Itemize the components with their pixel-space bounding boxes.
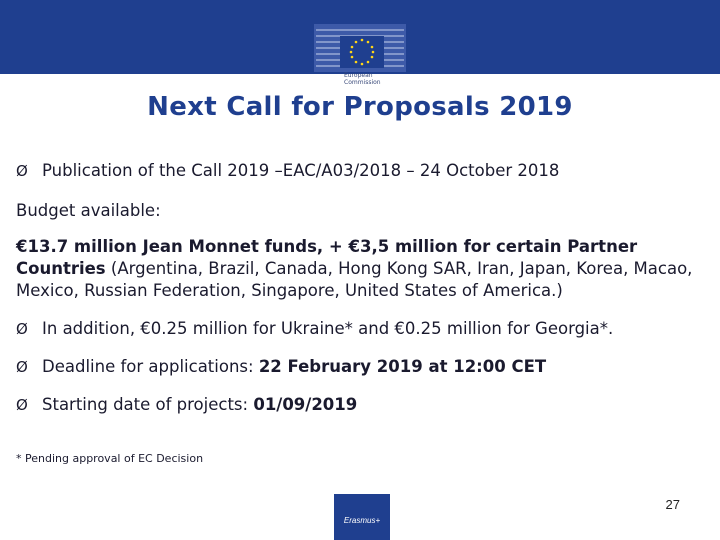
page-number: 27	[665, 497, 680, 512]
slide-content	[16, 160, 706, 416]
start-date-label: Starting date of projects:	[42, 395, 254, 414]
deadline-item	[16, 356, 706, 378]
erasmus-plus-label: Erasmus+	[343, 516, 381, 525]
bullet-arrow-icon: Ø	[16, 320, 28, 338]
budget-countries: (Argentina, Brazil, Canada, Hong Kong SAR, Iran, Japan, Korea, Macao, Mexico, Russian Federation, Singapore, United States of America.)	[16, 259, 693, 300]
deadline-value: 22 February 2019 at 12:00 CET	[258, 357, 547, 376]
publication-item	[16, 160, 706, 182]
start-date-value: 01/09/2019	[253, 395, 358, 414]
budget-label: Budget available:	[16, 201, 161, 220]
start-date-item	[16, 394, 706, 416]
footnote: * Pending approval of EC Decision	[16, 452, 204, 465]
bullet-arrow-icon: Ø	[16, 396, 28, 414]
addition-text: In addition, €0.25 million for Ukraine* and €0.25 million for Georgia*.	[42, 319, 614, 338]
budget-amount: €13.7 million Jean Monnet funds, + €3,5 million for certain Partner Countries	[16, 237, 638, 278]
erasmus-plus-logo	[334, 494, 390, 540]
bullet-arrow-icon: Ø	[16, 358, 28, 376]
budget-item	[16, 236, 706, 302]
bullet-arrow-icon: Ø	[16, 162, 28, 180]
logo-label: European Commission	[344, 72, 381, 86]
page-title: Next Call for Proposals 2019	[147, 92, 573, 122]
commission-building-icon	[310, 14, 410, 72]
european-commission-logo	[310, 14, 410, 94]
addition-item	[16, 318, 706, 340]
deadline-label: Deadline for applications:	[42, 357, 259, 376]
publication-text: Publication of the Call 2019 –EAC/A03/2018 – 24 October 2018	[42, 161, 560, 180]
